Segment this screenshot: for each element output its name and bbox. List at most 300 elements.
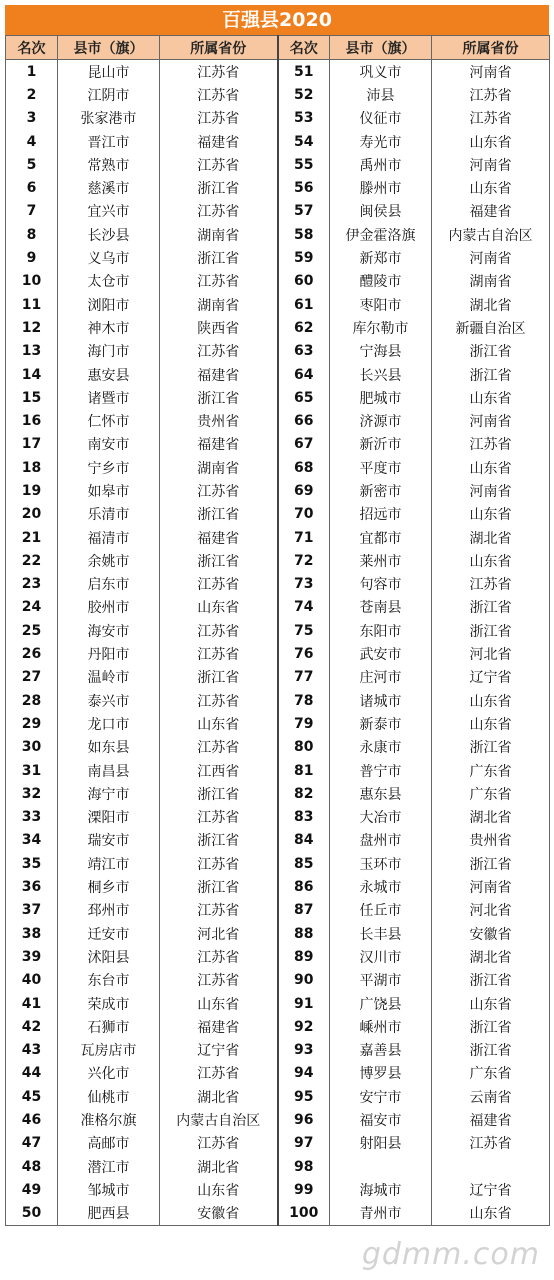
rank-cell: 17 xyxy=(6,433,58,456)
rank-cell: 82 xyxy=(278,782,330,805)
rank-cell: 71 xyxy=(278,526,330,549)
county-cell: 启东市 xyxy=(58,573,160,596)
county-cell: 海城市 xyxy=(330,1178,432,1201)
county-cell: 闽侯县 xyxy=(330,200,432,223)
province-cell: 山东省 xyxy=(432,689,550,712)
province-cell: 河南省 xyxy=(432,60,550,84)
province-cell: 湖北省 xyxy=(432,945,550,968)
rank-cell: 47 xyxy=(6,1132,58,1155)
province-cell: 山东省 xyxy=(432,176,550,199)
county-cell: 荣成市 xyxy=(58,992,160,1015)
rank-cell: 75 xyxy=(278,619,330,642)
province-cell: 辽宁省 xyxy=(432,666,550,689)
rank-cell: 88 xyxy=(278,922,330,945)
table-row xyxy=(6,130,550,153)
table-body xyxy=(6,60,550,1226)
county-cell: 永城市 xyxy=(330,875,432,898)
county-cell: 苍南县 xyxy=(330,596,432,619)
table-row xyxy=(6,386,550,409)
rank-cell: 21 xyxy=(6,526,58,549)
province-cell: 安徽省 xyxy=(160,1202,278,1226)
table-row xyxy=(6,270,550,293)
county-cell: 龙口市 xyxy=(58,712,160,735)
province-cell: 湖北省 xyxy=(432,526,550,549)
province-cell: 福建省 xyxy=(160,526,278,549)
county-cell: 福清市 xyxy=(58,526,160,549)
rank-cell: 54 xyxy=(278,130,330,153)
table-row xyxy=(6,712,550,735)
province-cell: 江苏省 xyxy=(160,200,278,223)
rank-cell: 16 xyxy=(6,409,58,432)
table-row xyxy=(6,969,550,992)
county-cell: 晋江市 xyxy=(58,130,160,153)
header-row xyxy=(6,36,550,60)
rank-cell: 92 xyxy=(278,1015,330,1038)
rank-cell: 59 xyxy=(278,246,330,269)
county-cell: 伊金霍洛旗 xyxy=(330,223,432,246)
county-cell: 惠安县 xyxy=(58,363,160,386)
county-cell: 宁海县 xyxy=(330,340,432,363)
rank-cell: 39 xyxy=(6,945,58,968)
province-cell: 湖北省 xyxy=(432,293,550,316)
rank-cell: 36 xyxy=(6,875,58,898)
province-cell: 浙江省 xyxy=(160,386,278,409)
rank-cell: 31 xyxy=(6,759,58,782)
province-cell: 浙江省 xyxy=(432,1015,550,1038)
province-cell: 福建省 xyxy=(160,130,278,153)
province-cell: 江苏省 xyxy=(160,945,278,968)
county-cell: 长丰县 xyxy=(330,922,432,945)
rank-cell: 10 xyxy=(6,270,58,293)
rank-cell: 69 xyxy=(278,479,330,502)
rank-cell: 33 xyxy=(6,806,58,829)
province-cell: 湖南省 xyxy=(160,223,278,246)
table-row xyxy=(6,573,550,596)
rank-cell: 1 xyxy=(6,60,58,84)
rank-cell: 100 xyxy=(278,1202,330,1226)
table-row xyxy=(6,409,550,432)
rank-cell: 86 xyxy=(278,875,330,898)
rank-cell: 24 xyxy=(6,596,58,619)
table-row xyxy=(6,316,550,339)
rank-cell: 78 xyxy=(278,689,330,712)
rank-cell: 76 xyxy=(278,642,330,665)
county-cell: 如东县 xyxy=(58,736,160,759)
county-cell: 胶州市 xyxy=(58,596,160,619)
province-cell: 陕西省 xyxy=(160,316,278,339)
county-cell: 新泰市 xyxy=(330,712,432,735)
table-row xyxy=(6,596,550,619)
rank-cell: 66 xyxy=(278,409,330,432)
county-cell: 昆山市 xyxy=(58,60,160,84)
province-cell: 江苏省 xyxy=(160,1132,278,1155)
table-row xyxy=(6,642,550,665)
rank-cell: 64 xyxy=(278,363,330,386)
table-row xyxy=(6,456,550,479)
province-cell: 河南省 xyxy=(432,409,550,432)
province-cell: 广东省 xyxy=(432,759,550,782)
table-row xyxy=(6,549,550,572)
province-cell: 浙江省 xyxy=(432,340,550,363)
table-title: 百强县2020 xyxy=(5,5,549,35)
county-cell: 如皋市 xyxy=(58,479,160,502)
rank-cell: 40 xyxy=(6,969,58,992)
rank-cell: 81 xyxy=(278,759,330,782)
table-row xyxy=(6,1108,550,1131)
county-cell: 南安市 xyxy=(58,433,160,456)
province-cell: 云南省 xyxy=(432,1085,550,1108)
province-cell: 湖南省 xyxy=(432,270,550,293)
province-cell: 江西省 xyxy=(160,759,278,782)
rank-cell: 95 xyxy=(278,1085,330,1108)
county-cell: 迁安市 xyxy=(58,922,160,945)
province-cell: 江苏省 xyxy=(160,689,278,712)
province-cell: 河南省 xyxy=(432,875,550,898)
rank-cell: 11 xyxy=(6,293,58,316)
province-cell: 江苏省 xyxy=(160,270,278,293)
county-cell: 嵊州市 xyxy=(330,1015,432,1038)
rank-cell: 35 xyxy=(6,852,58,875)
county-cell: 巩义市 xyxy=(330,60,432,84)
header-county-left: 县市（旗） xyxy=(58,36,160,60)
table-row xyxy=(6,1038,550,1061)
province-cell: 浙江省 xyxy=(160,829,278,852)
county-cell: 浏阳市 xyxy=(58,293,160,316)
county-cell: 海门市 xyxy=(58,340,160,363)
province-cell: 江苏省 xyxy=(160,736,278,759)
province-cell: 河北省 xyxy=(432,899,550,922)
county-cell: 泰兴市 xyxy=(58,689,160,712)
rank-cell: 25 xyxy=(6,619,58,642)
county-cell: 张家港市 xyxy=(58,107,160,130)
county-cell: 常熟市 xyxy=(58,153,160,176)
rank-cell: 41 xyxy=(6,992,58,1015)
county-cell: 平度市 xyxy=(330,456,432,479)
ranking-sheet xyxy=(5,5,549,1226)
province-cell: 浙江省 xyxy=(432,852,550,875)
county-cell: 嘉善县 xyxy=(330,1038,432,1061)
county-cell: 永康市 xyxy=(330,736,432,759)
rank-cell: 48 xyxy=(6,1155,58,1178)
header-rank-left: 名次 xyxy=(6,36,58,60)
county-cell: 兴化市 xyxy=(58,1062,160,1085)
rank-cell: 84 xyxy=(278,829,330,852)
county-cell: 沭阳县 xyxy=(58,945,160,968)
province-cell: 广东省 xyxy=(432,1062,550,1085)
county-cell: 寿光市 xyxy=(330,130,432,153)
rank-cell: 42 xyxy=(6,1015,58,1038)
province-cell: 浙江省 xyxy=(432,736,550,759)
rank-cell: 4 xyxy=(6,130,58,153)
county-cell: 汉川市 xyxy=(330,945,432,968)
rank-cell: 89 xyxy=(278,945,330,968)
table-row xyxy=(6,899,550,922)
province-cell: 浙江省 xyxy=(160,503,278,526)
province-cell: 河南省 xyxy=(432,246,550,269)
province-cell: 江苏省 xyxy=(160,969,278,992)
rank-cell: 23 xyxy=(6,573,58,596)
rank-cell: 14 xyxy=(6,363,58,386)
table-row xyxy=(6,806,550,829)
rank-cell: 13 xyxy=(6,340,58,363)
table-row xyxy=(6,922,550,945)
province-cell: 江苏省 xyxy=(160,107,278,130)
rank-cell: 56 xyxy=(278,176,330,199)
province-cell: 新疆自治区 xyxy=(432,316,550,339)
province-cell: 河南省 xyxy=(432,479,550,502)
province-cell: 湖南省 xyxy=(160,456,278,479)
county-cell: 丹阳市 xyxy=(58,642,160,665)
rank-cell: 97 xyxy=(278,1132,330,1155)
province-cell: 江苏省 xyxy=(432,83,550,106)
county-cell: 任丘市 xyxy=(330,899,432,922)
rank-cell: 72 xyxy=(278,549,330,572)
site-watermark: gdmm.com xyxy=(361,1237,540,1272)
province-cell: 浙江省 xyxy=(432,969,550,992)
rank-cell: 19 xyxy=(6,479,58,502)
header-county-right: 县市（旗） xyxy=(330,36,432,60)
province-cell: 江苏省 xyxy=(160,1062,278,1085)
table-row xyxy=(6,1155,550,1178)
county-cell: 邹城市 xyxy=(58,1178,160,1201)
county-cell: 广饶县 xyxy=(330,992,432,1015)
rank-cell: 70 xyxy=(278,503,330,526)
county-cell: 惠东县 xyxy=(330,782,432,805)
county-cell: 玉环市 xyxy=(330,852,432,875)
table-row xyxy=(6,363,550,386)
province-cell: 浙江省 xyxy=(432,596,550,619)
province-cell: 山东省 xyxy=(432,1202,550,1226)
province-cell: 浙江省 xyxy=(432,619,550,642)
province-cell: 江苏省 xyxy=(432,1132,550,1155)
table-row xyxy=(6,293,550,316)
province-cell: 山东省 xyxy=(432,503,550,526)
rank-cell: 74 xyxy=(278,596,330,619)
table-row xyxy=(6,945,550,968)
rank-cell: 79 xyxy=(278,712,330,735)
county-cell: 南昌县 xyxy=(58,759,160,782)
rank-cell: 53 xyxy=(278,107,330,130)
county-cell: 义乌市 xyxy=(58,246,160,269)
province-cell: 浙江省 xyxy=(160,549,278,572)
province-cell: 江苏省 xyxy=(160,899,278,922)
province-cell: 江苏省 xyxy=(160,573,278,596)
province-cell: 福建省 xyxy=(160,363,278,386)
table-row xyxy=(6,60,550,84)
county-cell: 大冶市 xyxy=(330,806,432,829)
county-cell: 温岭市 xyxy=(58,666,160,689)
county-cell: 济源市 xyxy=(330,409,432,432)
county-cell: 博罗县 xyxy=(330,1062,432,1085)
county-cell: 桐乡市 xyxy=(58,875,160,898)
county-cell: 醴陵市 xyxy=(330,270,432,293)
county-cell: 宜都市 xyxy=(330,526,432,549)
county-cell: 青州市 xyxy=(330,1202,432,1226)
county-cell: 宁乡市 xyxy=(58,456,160,479)
table-row xyxy=(6,200,550,223)
province-cell: 江苏省 xyxy=(432,107,550,130)
rank-cell: 68 xyxy=(278,456,330,479)
province-cell: 江苏省 xyxy=(160,479,278,502)
province-cell: 河北省 xyxy=(160,922,278,945)
rank-cell: 93 xyxy=(278,1038,330,1061)
province-cell: 浙江省 xyxy=(432,363,550,386)
rank-cell: 45 xyxy=(6,1085,58,1108)
province-cell: 浙江省 xyxy=(160,666,278,689)
province-cell: 湖北省 xyxy=(160,1155,278,1178)
table-row xyxy=(6,782,550,805)
province-cell: 福建省 xyxy=(432,200,550,223)
county-cell: 莱州市 xyxy=(330,549,432,572)
rank-cell: 20 xyxy=(6,503,58,526)
county-cell: 肥西县 xyxy=(58,1202,160,1226)
county-cell: 江阴市 xyxy=(58,83,160,106)
province-cell: 湖北省 xyxy=(432,806,550,829)
rank-cell: 57 xyxy=(278,200,330,223)
county-cell: 庄河市 xyxy=(330,666,432,689)
province-cell: 山东省 xyxy=(432,130,550,153)
rank-cell: 91 xyxy=(278,992,330,1015)
ranking-table xyxy=(5,35,550,1226)
province-cell: 山东省 xyxy=(160,712,278,735)
rank-cell: 6 xyxy=(6,176,58,199)
county-cell: 长沙县 xyxy=(58,223,160,246)
county-cell: 盘州市 xyxy=(330,829,432,852)
province-cell: 江苏省 xyxy=(432,573,550,596)
county-cell: 准格尔旗 xyxy=(58,1108,160,1131)
province-cell: 湖南省 xyxy=(160,293,278,316)
table-row xyxy=(6,1178,550,1201)
table-row xyxy=(6,340,550,363)
rank-cell: 15 xyxy=(6,386,58,409)
rank-cell: 55 xyxy=(278,153,330,176)
county-cell: 安宁市 xyxy=(330,1085,432,1108)
rank-cell: 77 xyxy=(278,666,330,689)
table-row xyxy=(6,1132,550,1155)
province-cell: 广东省 xyxy=(432,782,550,805)
rank-cell: 34 xyxy=(6,829,58,852)
table-row xyxy=(6,433,550,456)
header-province-left: 所属省份 xyxy=(160,36,278,60)
rank-cell: 12 xyxy=(6,316,58,339)
rank-cell: 18 xyxy=(6,456,58,479)
province-cell: 山东省 xyxy=(432,386,550,409)
province-cell: 江苏省 xyxy=(160,83,278,106)
rank-cell: 38 xyxy=(6,922,58,945)
county-cell: 乐清市 xyxy=(58,503,160,526)
table-row xyxy=(6,992,550,1015)
rank-cell: 37 xyxy=(6,899,58,922)
table-row xyxy=(6,223,550,246)
rank-cell: 60 xyxy=(278,270,330,293)
rank-cell: 49 xyxy=(6,1178,58,1201)
province-cell: 江苏省 xyxy=(160,806,278,829)
county-cell: 邳州市 xyxy=(58,899,160,922)
county-cell: 靖江市 xyxy=(58,852,160,875)
rank-cell: 62 xyxy=(278,316,330,339)
rank-cell: 7 xyxy=(6,200,58,223)
rank-cell: 29 xyxy=(6,712,58,735)
rank-cell: 2 xyxy=(6,83,58,106)
table-row xyxy=(6,83,550,106)
rank-cell: 51 xyxy=(278,60,330,84)
county-cell: 库尔勒市 xyxy=(330,316,432,339)
province-cell: 江苏省 xyxy=(160,60,278,84)
county-cell: 诸暨市 xyxy=(58,386,160,409)
county-cell: 溧阳市 xyxy=(58,806,160,829)
county-cell: 诸城市 xyxy=(330,689,432,712)
county-cell: 海宁市 xyxy=(58,782,160,805)
county-cell: 射阳县 xyxy=(330,1132,432,1155)
rank-cell: 8 xyxy=(6,223,58,246)
county-cell: 禹州市 xyxy=(330,153,432,176)
table-row xyxy=(6,736,550,759)
county-cell: 潜江市 xyxy=(58,1155,160,1178)
province-cell: 福建省 xyxy=(160,1015,278,1038)
county-cell: 新密市 xyxy=(330,479,432,502)
province-cell: 辽宁省 xyxy=(432,1178,550,1201)
province-cell: 安徽省 xyxy=(432,922,550,945)
province-cell: 山东省 xyxy=(160,596,278,619)
table-row xyxy=(6,689,550,712)
table-row xyxy=(6,852,550,875)
county-cell: 平湖市 xyxy=(330,969,432,992)
table-row xyxy=(6,666,550,689)
province-cell: 河南省 xyxy=(432,153,550,176)
county-cell: 新郑市 xyxy=(330,246,432,269)
county-cell: 仪征市 xyxy=(330,107,432,130)
province-cell: 浙江省 xyxy=(160,246,278,269)
table-row xyxy=(6,176,550,199)
county-cell: 招远市 xyxy=(330,503,432,526)
province-cell: 山东省 xyxy=(432,549,550,572)
province-cell: 浙江省 xyxy=(432,1038,550,1061)
rank-cell: 94 xyxy=(278,1062,330,1085)
county-cell: 太仓市 xyxy=(58,270,160,293)
rank-cell: 61 xyxy=(278,293,330,316)
county-cell: 枣阳市 xyxy=(330,293,432,316)
rank-cell: 80 xyxy=(278,736,330,759)
province-cell: 江苏省 xyxy=(160,852,278,875)
table-row xyxy=(6,1062,550,1085)
table-row xyxy=(6,479,550,502)
rank-cell: 96 xyxy=(278,1108,330,1131)
table-row xyxy=(6,503,550,526)
province-cell: 贵州省 xyxy=(160,409,278,432)
rank-cell: 22 xyxy=(6,549,58,572)
county-cell: 慈溪市 xyxy=(58,176,160,199)
province-cell: 浙江省 xyxy=(160,176,278,199)
county-cell: 普宁市 xyxy=(330,759,432,782)
rank-cell: 58 xyxy=(278,223,330,246)
rank-cell: 98 xyxy=(278,1155,330,1178)
county-cell: 东台市 xyxy=(58,969,160,992)
rank-cell: 67 xyxy=(278,433,330,456)
province-cell: 山东省 xyxy=(432,456,550,479)
province-cell: 贵州省 xyxy=(432,829,550,852)
rank-cell: 83 xyxy=(278,806,330,829)
rank-cell: 50 xyxy=(6,1202,58,1226)
county-cell: 余姚市 xyxy=(58,549,160,572)
rank-cell: 9 xyxy=(6,246,58,269)
county-cell: 福安市 xyxy=(330,1108,432,1131)
province-cell: 内蒙古自治区 xyxy=(432,223,550,246)
county-cell: 仙桃市 xyxy=(58,1085,160,1108)
rank-cell: 85 xyxy=(278,852,330,875)
province-cell xyxy=(432,1155,550,1178)
rank-cell: 43 xyxy=(6,1038,58,1061)
table-row xyxy=(6,619,550,642)
